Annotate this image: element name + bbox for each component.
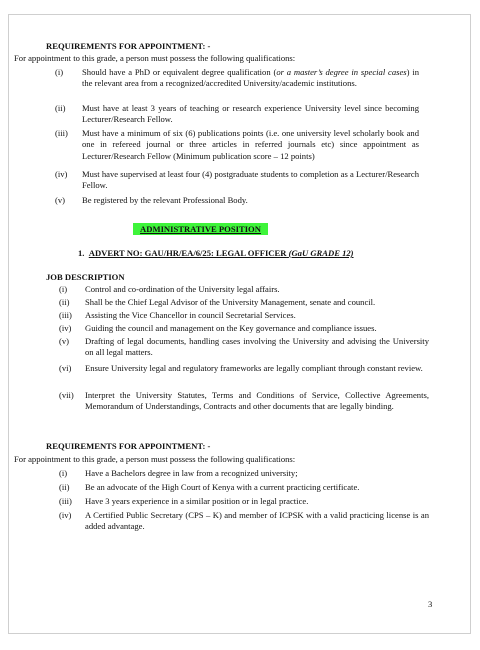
job-description-heading: JOB DESCRIPTION [46,272,125,282]
requirements-intro: For appointment to this grade, a person must possess the following qualifications: [14,53,296,63]
advert-number: 1. [78,248,85,258]
advert-title [78,248,354,259]
item-number: (v) [59,336,70,346]
item-text: Be an advocate of the High Court of Kenya with a current practicing certificate. [85,482,360,492]
page-number: 3 [428,599,433,609]
item-number: (i) [55,67,64,77]
advert-grade: (GaU GRADE 12) [288,248,354,258]
item-text: Must have a minimum of six (6) publications points (i.e. one university level scholarly book and one in refereed journal or three articles in referred journals etc) since appointment as Lecturer/Research Fellow (Minimum publication score – 12 points) [82,128,419,161]
item-number: (ii) [59,482,70,492]
item-text: Control and co-ordination of the University legal affairs. [85,284,280,294]
item-number: (v) [55,195,66,205]
item-number: (iii) [59,310,72,320]
item-number: (i) [59,468,68,478]
item-text: Drafting of legal documents, handling cases involving the University and advising the University on all legal matters. [85,336,429,358]
item-number: (iv) [59,323,72,333]
item-number: (ii) [59,297,70,307]
item-number: (i) [59,284,68,294]
item-text: Guiding the council and management on the Key governance and compliance issues. [85,323,377,333]
item-text: Should have a PhD or equivalent degree qualification (or a master’s degree in special cases) in the relevant area from a recognized/accredited University/academic institutions. [82,67,419,89]
item-number: (iii) [55,128,68,138]
requirements-heading: REQUIREMENTS FOR APPOINTMENT: - [46,441,211,451]
item-text: Be registered by the relevant Professional Body. [82,195,248,205]
administrative-position-banner: ADMINISTRATIVE POSITION [133,223,268,235]
item-number: (vi) [59,363,72,373]
item-number: (iv) [59,510,72,520]
item-text: Have 3 years experience in a similar position or in legal practice. [85,496,309,506]
item-number: (iv) [55,169,68,179]
item-text: A Certified Public Secretary (CPS – K) and member of ICPSK with a valid practicing license is an added advantage. [85,510,429,532]
item-text: Shall be the Chief Legal Advisor of the University Management, senate and council. [85,297,376,307]
item-text: Assisting the Vice Chancellor in council Secretarial Services. [85,310,296,320]
item-text: Interpret the University Statutes, Terms and Conditions of Service, Collective Agreements, Memorandum of Understandings, Contracts and other documents that are legally binding. [85,390,429,412]
requirements-heading: REQUIREMENTS FOR APPOINTMENT: - [46,41,211,51]
item-text: Ensure University legal and regulatory frameworks are legally compliant through constant review. [85,363,423,373]
item-number: (vii) [59,390,74,400]
item-text: Must have at least 3 years of teaching or research experience University level since becoming Lecturer/Research Fellow. [82,103,419,125]
item-number: (iii) [59,496,72,506]
advert-text: ADVERT NO: GAU/HR/EA/6/25: LEGAL OFFICER [88,248,287,258]
item-text: Have a Bachelors degree in law from a recognized university; [85,468,298,478]
requirements-intro: For appointment to this grade, a person must possess the following qualifications: [14,454,296,464]
item-number: (ii) [55,103,66,113]
item-text: Must have supervised at least four (4) postgraduate students to completion as a Lecturer/Research Fellow. [82,169,419,191]
